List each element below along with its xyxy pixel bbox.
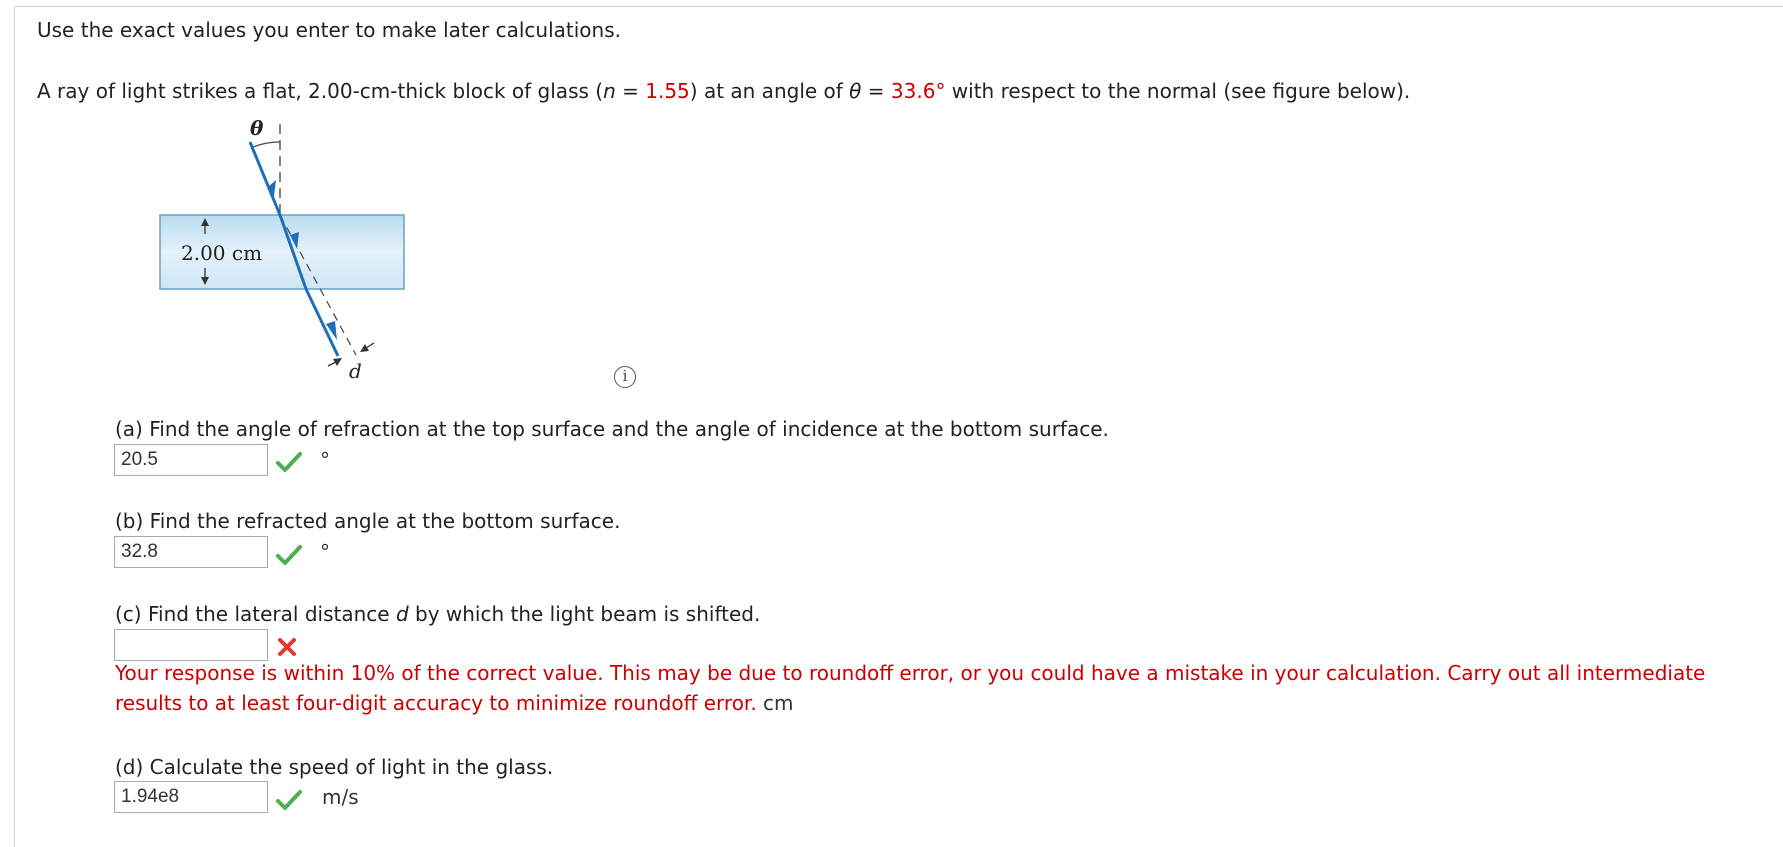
equals-1: =	[615, 79, 646, 103]
refraction-diagram	[150, 118, 410, 388]
equals-2: =	[861, 79, 891, 103]
thickness-label: 2.00 cm	[181, 241, 263, 265]
part-b-question: (b) Find the refracted angle at the bottom surface.	[115, 509, 621, 533]
theta-arc	[253, 142, 280, 147]
part-d-unit: m/s	[322, 785, 359, 809]
part-a-unit: °	[320, 448, 330, 472]
part-b-unit: °	[320, 540, 330, 564]
d-label: d	[349, 359, 362, 383]
part-c-x-icon	[275, 635, 299, 659]
info-icon[interactable]: i	[614, 366, 636, 388]
problem-text-1: A ray of light strikes a flat, 2.00-cm-thick block of glass (	[37, 79, 604, 103]
part-c-feedback	[115, 658, 1755, 718]
part-c-question-suffix: by which the light beam is shifted.	[408, 602, 761, 626]
problem-text-3: with respect to the normal (see figure below).	[945, 79, 1411, 103]
theta-value: 33.6°	[890, 79, 946, 103]
part-c-variable: d	[395, 602, 409, 626]
part-a-question: (a) Find the angle of refraction at the top surface and the angle of incidence at the bottom surface.	[115, 417, 1109, 441]
d-arrowhead-left	[333, 358, 342, 366]
part-c-feedback-text: Your response is within 10% of the correct value. This may be due to roundoff error, or you could have a mistake in your calculation. Carry out all intermediate results to at least four-digit accuracy to minimize roundoff error.	[115, 661, 1706, 715]
part-c-question	[115, 602, 760, 626]
refraction-figure	[150, 118, 410, 392]
part-a-check-icon	[276, 451, 302, 473]
problem-text-2: ) at an angle of	[689, 79, 850, 103]
part-b-check-icon	[276, 544, 302, 566]
part-b-answer-input[interactable]	[114, 536, 268, 568]
d-arrowhead-right	[360, 344, 369, 352]
n-symbol: n	[603, 79, 616, 103]
part-a-answer-input[interactable]	[114, 444, 268, 476]
instruction-text: Use the exact values you enter to make later calculations.	[37, 18, 621, 42]
part-d-check-icon	[276, 789, 302, 811]
theta-symbol: θ	[849, 79, 862, 103]
part-c-unit: cm	[763, 691, 794, 715]
part-c-question-prefix: (c) Find the lateral distance	[115, 602, 396, 626]
n-value: 1.55	[645, 79, 690, 103]
incident-ray	[250, 142, 280, 215]
theta-label: θ	[250, 118, 264, 140]
part-c-answer-input[interactable]	[114, 629, 268, 661]
part-d-question: (d) Calculate the speed of light in the glass.	[115, 755, 554, 779]
part-d-answer-input[interactable]	[114, 781, 268, 813]
problem-statement	[37, 79, 1410, 103]
